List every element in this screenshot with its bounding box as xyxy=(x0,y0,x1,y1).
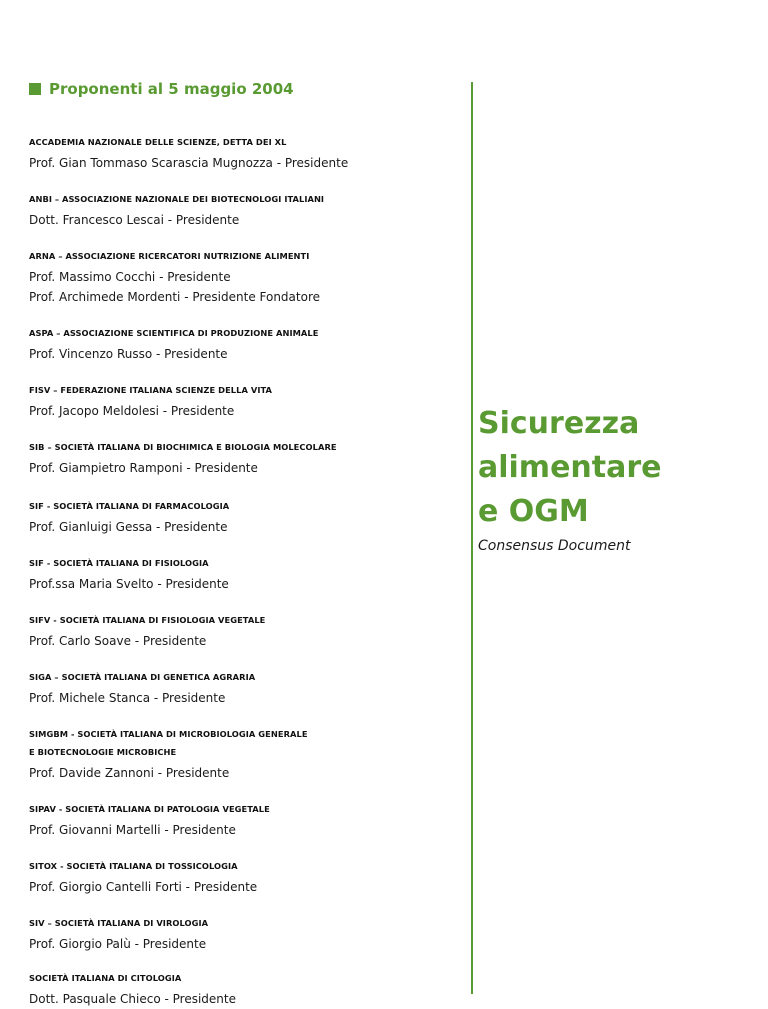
person-line: Prof. Giorgio Cantelli Forti - Presidente xyxy=(29,880,258,894)
organization-name: SIGA – SOCIETÀ ITALIANA DI GENETICA AGRARIA xyxy=(29,672,256,682)
vertical-divider xyxy=(471,82,473,994)
organization-name: SITOX - SOCIETÀ ITALIANA DI TOSSICOLOGIA xyxy=(29,861,238,871)
person-line: Prof. Archimede Mordenti - Presidente Fondatore xyxy=(29,290,321,304)
document-title-line: Sicurezza xyxy=(478,406,640,441)
organization-entry xyxy=(29,614,449,651)
person-line: Prof. Vincenzo Russo - Presidente xyxy=(29,347,228,361)
bullet-square-icon xyxy=(29,83,41,95)
document-subtitle: Consensus Document xyxy=(478,538,631,554)
section-title: Proponenti al 5 maggio 2004 xyxy=(49,80,294,98)
organization-name: SIMGBM - SOCIETÀ ITALIANA DI MICROBIOLOGIA GENERALE xyxy=(29,729,308,739)
organization-name: SIF - SOCIETÀ ITALIANA DI FARMACOLOGIA xyxy=(29,501,230,511)
organization-entry xyxy=(29,441,449,478)
person-line: Prof. Carlo Soave - Presidente xyxy=(29,634,207,648)
person-line: Prof. Davide Zannoni - Presidente xyxy=(29,766,230,780)
organization-name: SIV – SOCIETÀ ITALIANA DI VIROLOGIA xyxy=(29,918,209,928)
document-title xyxy=(478,402,662,534)
person-line: Prof. Michele Stanca - Presidente xyxy=(29,691,226,705)
organization-name: SIFV - SOCIETÀ ITALIANA DI FISIOLOGIA VEGETALE xyxy=(29,615,266,625)
section-heading xyxy=(29,80,294,98)
person-line: Dott. Pasquale Chieco - Presidente xyxy=(29,992,236,1006)
person-line: Dott. Francesco Lescai - Presidente xyxy=(29,213,240,227)
organization-name: FISV – FEDERAZIONE ITALIANA SCIENZE DELLA VITA xyxy=(29,385,273,395)
person-line: Prof. Jacopo Meldolesi - Presidente xyxy=(29,404,235,418)
organization-name: SIPAV - SOCIETÀ ITALIANA DI PATOLOGIA VEGETALE xyxy=(29,804,270,814)
person-line: Prof.ssa Maria Svelto - Presidente xyxy=(29,577,229,591)
organization-name: ASPA – ASSOCIAZIONE SCIENTIFICA DI PRODUZIONE ANIMALE xyxy=(29,328,319,338)
person-line: Prof. Giampietro Ramponi - Presidente xyxy=(29,461,258,475)
organization-entry xyxy=(29,250,449,307)
organization-entry xyxy=(29,671,449,708)
organization-entry xyxy=(29,860,449,897)
document-title-line: alimentare xyxy=(478,450,662,485)
organization-entry xyxy=(29,972,449,1009)
organization-name: ACCADEMIA NAZIONALE DELLE SCIENZE, DETTA DEI XL xyxy=(29,137,287,147)
organization-entry xyxy=(29,557,449,594)
person-line: Prof. Massimo Cocchi - Presidente xyxy=(29,270,231,284)
organization-name: SIB – SOCIETÀ ITALIANA DI BIOCHIMICA E BIOLOGIA MOLECOLARE xyxy=(29,442,337,452)
person-line: Prof. Giovanni Martelli - Presidente xyxy=(29,823,236,837)
organizations-list xyxy=(29,116,449,1009)
person-line: Prof. Giorgio Palù - Presidente xyxy=(29,937,207,951)
organization-entry xyxy=(29,193,449,230)
organization-entry xyxy=(29,384,449,421)
organization-name: SIF - SOCIETÀ ITALIANA DI FISIOLOGIA xyxy=(29,558,209,568)
organization-entry xyxy=(29,917,449,954)
person-line: Prof. Gianluigi Gessa - Presidente xyxy=(29,520,228,534)
organization-name-continued: E BIOTECNOLOGIE MICROBICHE xyxy=(29,747,177,757)
organization-name: ANBI – ASSOCIAZIONE NAZIONALE DEI BIOTECNOLOGI ITALIANI xyxy=(29,194,325,204)
organization-entry xyxy=(29,728,449,783)
organization-entry xyxy=(29,136,449,173)
organization-entry xyxy=(29,500,449,537)
organization-name: ARNA – ASSOCIAZIONE RICERCATORI NUTRIZIONE ALIMENTI xyxy=(29,251,310,261)
person-line: Prof. Gian Tommaso Scarascia Mugnozza - Presidente xyxy=(29,156,349,170)
organization-name: SOCIETÀ ITALIANA DI CITOLOGIA xyxy=(29,973,182,983)
organization-entry xyxy=(29,803,449,840)
document-title-line: e OGM xyxy=(478,494,589,529)
organization-entry xyxy=(29,327,449,364)
